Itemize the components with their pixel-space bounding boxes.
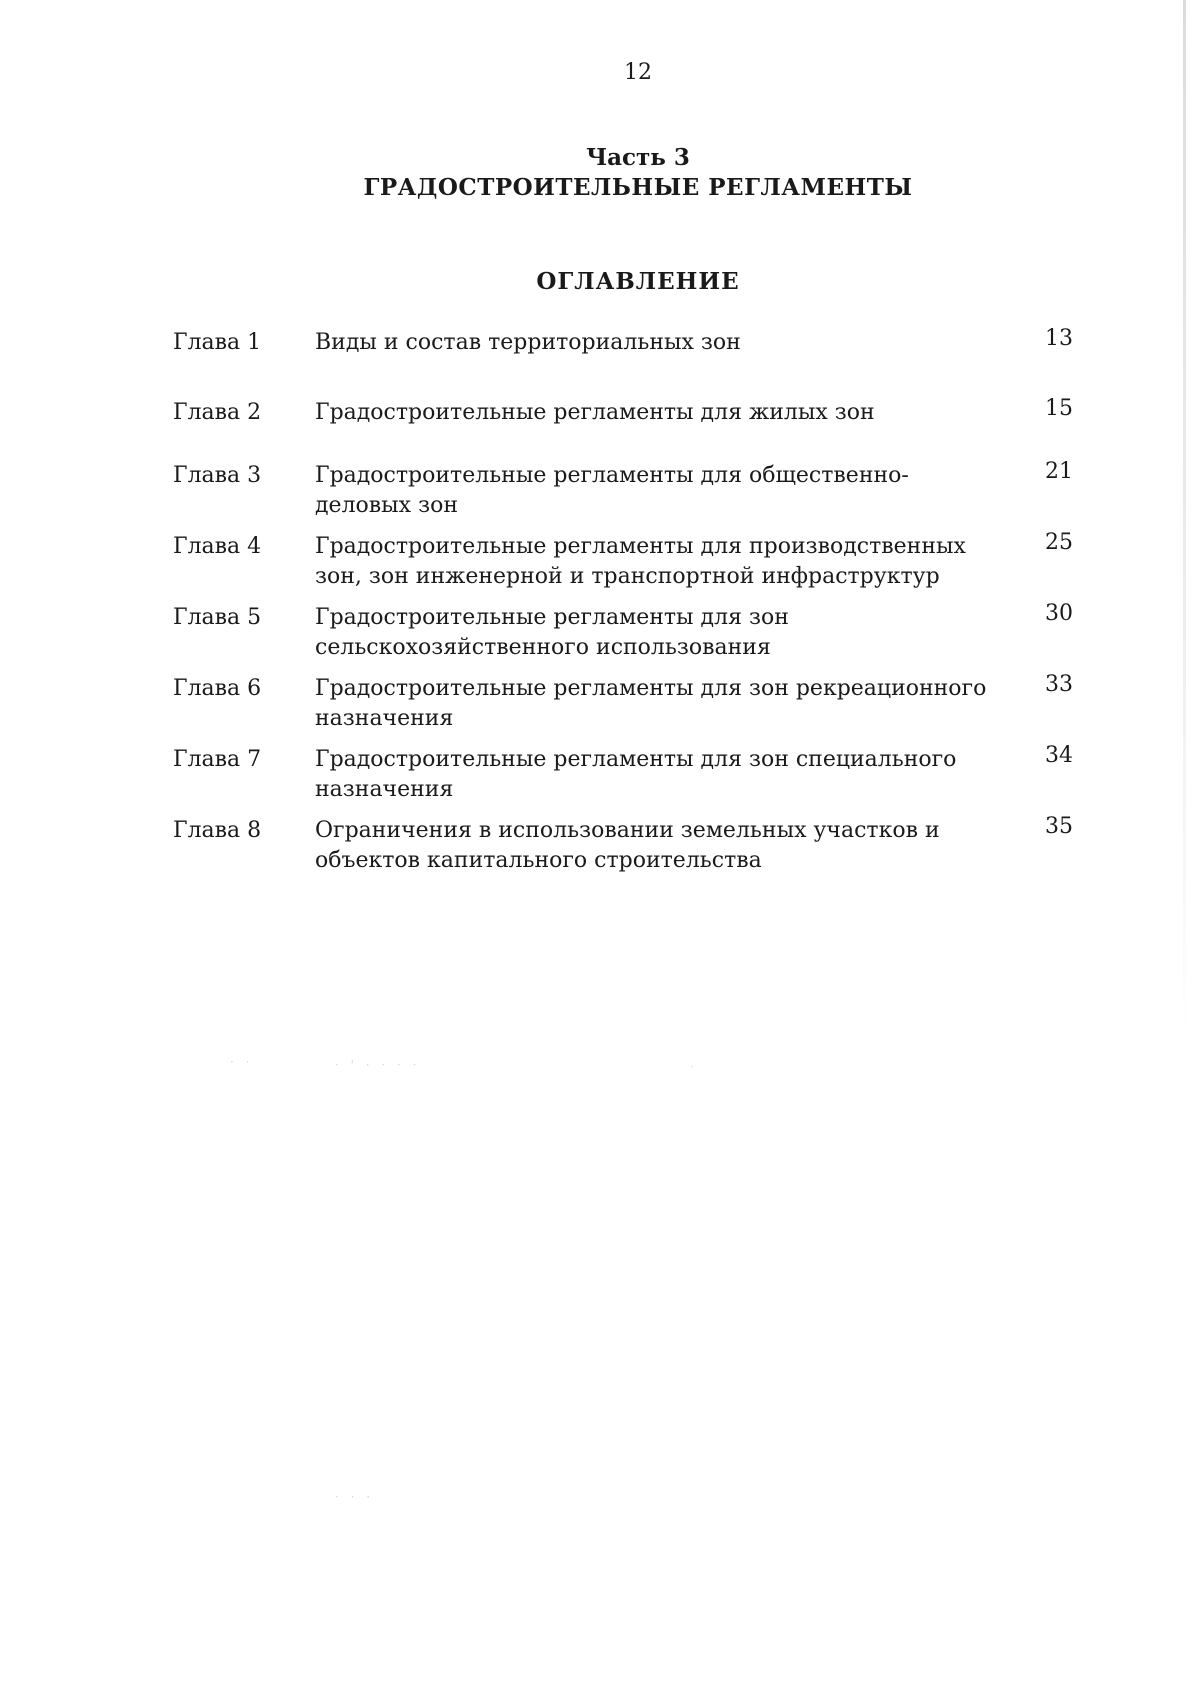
scan-speck: · · · <box>335 1490 375 1504</box>
toc-title: Градостроительные регламенты для производственных зон, зон инженерной и транспортной инфраструктур <box>315 534 966 589</box>
toc-page-number: 15 <box>1045 396 1073 421</box>
toc-page-number: 33 <box>1045 672 1073 697</box>
toc-heading: ОГЛАВЛЕНИЕ <box>536 268 740 295</box>
part-label: Часть 3 <box>586 144 690 171</box>
toc-page-number: 30 <box>1045 601 1073 626</box>
toc-chapter: Глава 1 <box>173 330 262 355</box>
toc-title: Градостроительные регламенты для жилых зон <box>315 400 875 425</box>
toc-title: Градостроительные регламенты для зон сельскохозяйственного использования <box>315 605 789 660</box>
toc-page-number: 34 <box>1045 743 1073 768</box>
toc-chapter: Глава 3 <box>173 463 262 488</box>
toc-chapter: Глава 8 <box>173 818 262 843</box>
scan-speck: · ' · · · · <box>335 1058 421 1072</box>
toc-title: Градостроительные регламенты для общественно-деловых зон <box>315 463 909 518</box>
toc-chapter: Глава 6 <box>173 676 262 701</box>
toc-title: Градостроительные регламенты для зон рекреационного назначения <box>315 676 987 731</box>
page-number: 12 <box>624 60 652 85</box>
toc-chapter: Глава 2 <box>173 400 262 425</box>
scan-speck: · <box>690 1060 698 1074</box>
toc-title: Градостроительные регламенты для зон специального назначения <box>315 747 957 802</box>
part-title: ГРАДОСТРОИТЕЛЬНЫЕ РЕГЛАМЕНТЫ <box>363 174 913 201</box>
toc-page-number: 25 <box>1045 530 1073 555</box>
toc-chapter: Глава 7 <box>173 747 262 772</box>
scan-speck: · · <box>230 1055 254 1069</box>
toc-chapter: Глава 5 <box>173 605 262 630</box>
toc-page-number: 35 <box>1045 814 1073 839</box>
toc-page-number: 13 <box>1045 326 1073 351</box>
toc-chapter: Глава 4 <box>173 534 262 559</box>
toc-title: Ограничения в использовании земельных участков и объектов капитального строительства <box>315 818 940 873</box>
toc-page-number: 21 <box>1045 459 1073 484</box>
toc-title: Виды и состав территориальных зон <box>315 330 741 355</box>
